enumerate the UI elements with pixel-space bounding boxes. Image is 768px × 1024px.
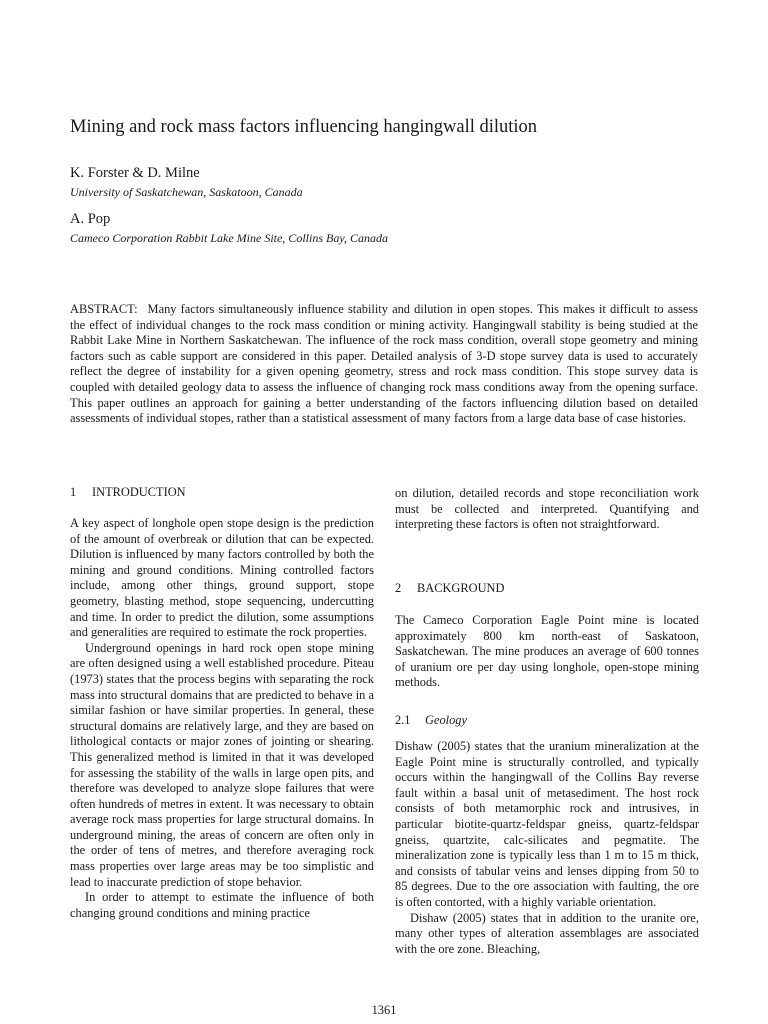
geology-body [395,739,699,957]
body-paragraph: A key aspect of longhole open stope design is the prediction of the amount of overbreak or dilution that can be expected. Dilution is influenced by many factors controlled by both the mining and ground conditions. Mining controlled factors include, among other things, ground support, stope geometry, blasting method, stope sequencing, undercutting and time. In order to predict the dilution, some assumptions and generalities are required to estimate the rock properties. [70,516,374,640]
section-title: INTRODUCTION [92,485,186,499]
body-paragraph: In order to attempt to estimate the influence of both changing ground conditions and mining practice [70,890,374,920]
section-number: 1 [70,485,77,499]
abstract [70,302,698,427]
subsection-number: 2.1 [395,713,411,727]
section-heading [395,581,699,597]
section-heading [70,485,374,501]
page-number: 1361 [371,1003,397,1017]
body-paragraph: Underground openings in hard rock open stope mining are often designed using a well established procedure. Piteau (1973) states that the process begins with separating the rock mass into structural domains that are predicted to behave in a similar fashion or have similar properties. In general, these structural domains are relatively large, and they are based on lithological contacts or major zones of jointing or shearing. This generalized method is limited in that it was developed for assessing the stability of the walls in large open pits, and therefore was developed to analyze slope failures that were often hundreds of metres in extent. It was necessary to obtain average rock mass properties for large structural domains. In underground mining, the areas of concern are often only in the order of tens of metres, and therefore averaging rock mass properties over large areas may be too simplistic and lead to inaccurate prediction of stope behavior. [70,640,374,889]
paper-title: Mining and rock mass factors influencing hangingwall dilution [70,117,538,137]
introduction-continued [395,486,699,533]
introduction-heading-block [70,485,374,501]
body-paragraph: Dishaw (2005) states that in addition to the uranite ore, many other types of alteration assemblages are associated with the ore zone. Bleaching, [395,910,699,956]
geology-heading-block [395,713,699,729]
introduction-body [70,516,374,921]
author-affiliation: Cameco Corporation Rabbit Lake Mine Site, Collins Bay, Canada [70,231,388,245]
body-paragraph: The Cameco Corporation Eagle Point mine is located approximately 800 km north-east of Saskatoon, Saskatchewan. The mine produces an average of 600 tonnes of uranium ore per day using longhole, open-stope mining methods. [395,613,699,690]
body-paragraph: on dilution, detailed records and stope reconciliation work must be collected and interpreted. Quantifying and interpreting these factors is often not straightforward. [395,486,699,532]
abstract-label: ABSTRACT: [70,302,138,316]
abstract-text: Many factors simultaneously influence stability and dilution in open stopes. This makes it difficult to assess the effect of individual changes to the rock mass condition or mining activity. Hangingwall stability is being studied at the Rabbit Lake Mine in Northern Saskatchewan. The influence of the rock mass condition, overall stope geometry and mining factors such as cable support are considered in this paper. Detailed analysis of 3-D stope survey data is used to accurately reflect the degree of instability for a given opening geometry, stress and rock mass condition. This stope survey data is coupled with detailed geology data to assess the influence of changing rock mass conditions away from the opening surface. This paper outlines an approach for gaining a better understanding of the factors influencing dilution based on detailed assessments of individual stopes, rather than a statistical assessment of many factors from a large data base of case histories. [70,302,698,426]
section-title: BACKGROUND [417,581,505,595]
author-affiliation: University of Saskatchewan, Saskatoon, Canada [70,185,303,199]
background-heading-block [395,581,699,597]
background-body [395,613,699,691]
author-names: K. Forster & D. Milne [70,165,200,181]
author-names: A. Pop [70,211,111,227]
subsection-heading [395,713,699,729]
section-number: 2 [395,581,402,595]
subsection-title: Geology [425,713,467,727]
body-paragraph: Dishaw (2005) states that the uranium mineralization at the Eagle Point mine is structurally controlled, and typically occurs within the hangingwall of the Collins Bay reverse fault within a basal unit of metasediment. The host rock consists of both metamorphic rock and intrusives, in particular biotite-quartz-feldspar gneiss, quartz-feldspar gneiss, quartzite, calc-silicates and pegmatite. The mineralization zone is typically less than 1 m to 15 m thick, and consists of tabular veins and lenses dipping from 50 to 85 degrees. Due to the ore association with faulting, the ore is often contorted, with a highly variable orientation. [395,739,699,909]
